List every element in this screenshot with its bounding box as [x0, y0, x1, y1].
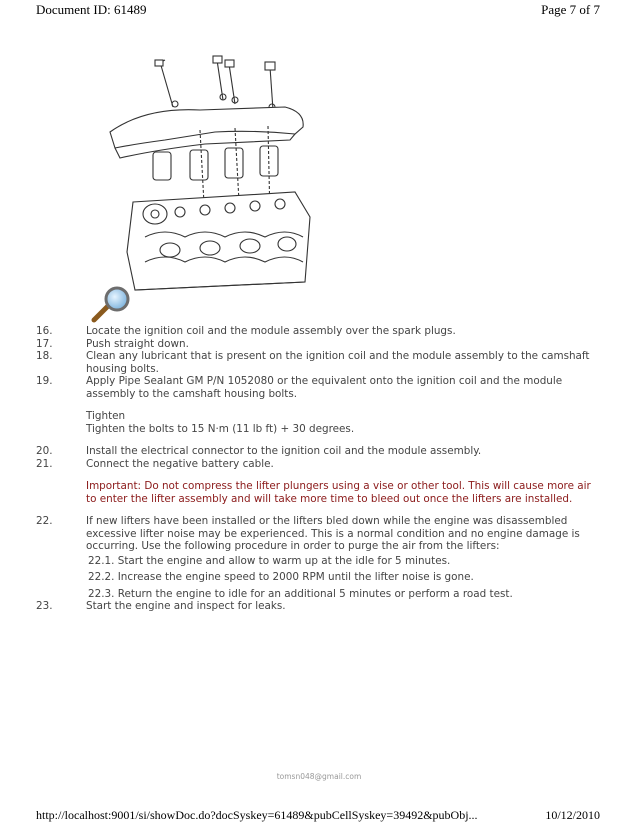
procedure-steps	[36, 325, 596, 613]
footer-url[interactable]: http://localhost:9001/si/showDoc.do?docSyskey=61489&pubCellSyskey=39492&pubObj...	[36, 808, 478, 822]
step-number: 22.	[36, 515, 53, 527]
step-number: 18.	[36, 350, 53, 362]
step-text: Push straight down.	[86, 337, 189, 350]
step-21	[36, 458, 596, 471]
step-text: Clean any lubricant that is present on the ignition coil and the module assembly to the camshaft housing bolts.	[86, 350, 590, 375]
step-19	[36, 375, 596, 400]
important-note: Important: Do not compress the lifter plungers using a vise or other tool. This will cause more air to enter the lifter assembly and will take more time to bleed out once the lifters are installed.	[86, 480, 591, 505]
step-number: 23.	[36, 600, 53, 612]
tighten-spec: Tighten the bolts to 15 N·m (11 lb ft) + 30 degrees.	[86, 422, 355, 435]
engine-illustration	[105, 52, 315, 292]
page-number: Page 7 of 7	[541, 2, 600, 17]
step-text: If new lifters have been installed or the lifters bled down while the engine was disassembled excessive lifter noise may be experienced. This is a normal condition and no engine damage is occurring. Use the following procedure in order to purge the air from the lifters:	[86, 515, 580, 552]
substep-22-1: 22.1. Start the engine and allow to warm up at the idle for 5 minutes.	[88, 554, 451, 567]
step-number: 17.	[36, 337, 53, 350]
step-16	[36, 325, 596, 338]
step-text: Connect the negative battery cable.	[86, 457, 274, 470]
magnifier-icon[interactable]	[88, 286, 134, 326]
step-23	[36, 600, 596, 613]
substep-22-2: 22.2. Increase the engine speed to 2000 RPM until the lifter noise is gone.	[88, 571, 474, 583]
substep-22-3: 22.3. Return the engine to idle for an additional 5 minutes or perform a road test.	[88, 587, 513, 600]
step-text: Apply Pipe Sealant GM P/N 1052080 or the equivalent onto the ignition coil and the module assembly to the camshaft housing bolts.	[86, 375, 563, 400]
step-text: Locate the ignition coil and the module assembly over the spark plugs.	[86, 325, 456, 337]
step-number: 21.	[36, 457, 53, 470]
footer-email: tomsn048@gmail.com	[276, 772, 362, 781]
step-17	[36, 338, 596, 351]
step-text: Start the engine and inspect for leaks.	[86, 600, 286, 612]
step-number: 20.	[36, 445, 53, 457]
document-id: Document ID: 61489	[36, 2, 147, 17]
step-number: 19.	[36, 375, 53, 387]
step-20	[36, 445, 596, 458]
step-text: Install the electrical connector to the ignition coil and the module assembly.	[86, 445, 482, 457]
step-22	[36, 515, 596, 553]
tighten-heading: Tighten	[86, 410, 126, 422]
step-18	[36, 350, 596, 375]
footer-date: 10/12/2010	[545, 808, 600, 822]
step-number: 16.	[36, 325, 53, 337]
